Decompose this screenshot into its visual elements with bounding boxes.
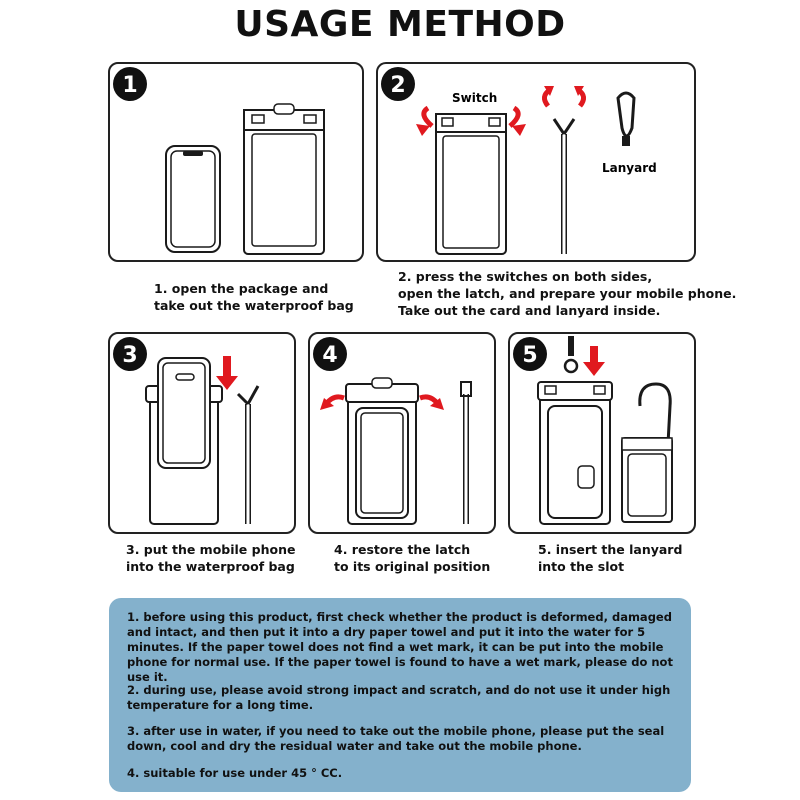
- step-5-caption: 5. insert the lanyard into the slot: [538, 542, 683, 574]
- notes-box: [109, 598, 691, 792]
- red-down-arrow-icon: [590, 346, 598, 364]
- lanyard-label: Lanyard: [602, 161, 657, 175]
- note-2: 2. during use, please avoid strong impact and scratch, and do not use it under high temperature for a long time.: [127, 683, 671, 712]
- step-4-illustration: [310, 334, 494, 532]
- step-3-badge-number: 3: [122, 343, 138, 368]
- step-4-caption: 4. restore the latch to its original position: [334, 542, 491, 574]
- step-1-illustration: [110, 64, 362, 260]
- red-arrow-icon: [424, 108, 432, 126]
- note-3: 3. after use in water, if you need to take out the mobile phone, please put the seal down, cool and dry the residual water and take out the mobile phone.: [127, 724, 665, 753]
- lanyard-shape: [618, 93, 634, 136]
- phone-shape: [166, 146, 220, 252]
- step-3-caption: 3. put the mobile phone into the waterproof bag: [126, 542, 296, 574]
- step-4-panel: [308, 332, 496, 534]
- note-1: 1. before using this product, first check whether the product is deformed, damaged and intact, and then put it into a dry paper towel and put it into the water for 5 minutes. If the paper towel does not find a wet mark, it can be put into the mobile phone for normal use. If the paper towel is found to have a wet mark, please do not use it.: [127, 610, 673, 684]
- lanyard-shape: [640, 384, 670, 444]
- step-1-caption: 1. open the package and take out the waterproof bag: [154, 281, 354, 313]
- red-down-arrow-icon: [223, 356, 231, 378]
- page-title: USAGE METHOD: [234, 4, 566, 45]
- step-5-illustration: [510, 334, 694, 532]
- step-5-panel: [508, 332, 696, 534]
- step-4-badge-number: 4: [322, 343, 338, 368]
- step-2-badge-number: 2: [390, 73, 406, 98]
- lanyard-clip-shape: [568, 336, 574, 356]
- step-3-illustration: [110, 334, 294, 532]
- note-4: 4. suitable for use under 45 ° CC.: [127, 766, 343, 780]
- waterproof-bag-shape: [244, 110, 324, 254]
- step-5-badge-number: 5: [522, 343, 538, 368]
- waterproof-bag-shape: [348, 386, 416, 524]
- step-1-badge-number: 1: [122, 73, 138, 98]
- switch-label: Switch: [452, 91, 498, 105]
- step-2-illustration: [378, 64, 694, 260]
- step-1-panel: [108, 62, 364, 262]
- waterproof-bag-shape: [436, 114, 506, 254]
- step-2-panel: [376, 62, 696, 262]
- step-2-caption: 2. press the switches on both sides, open the latch, and prepare your mobile phone. Take out the card and lanyard inside.: [398, 269, 737, 318]
- red-arrow-icon: [510, 108, 518, 126]
- step-3-panel: [108, 332, 296, 534]
